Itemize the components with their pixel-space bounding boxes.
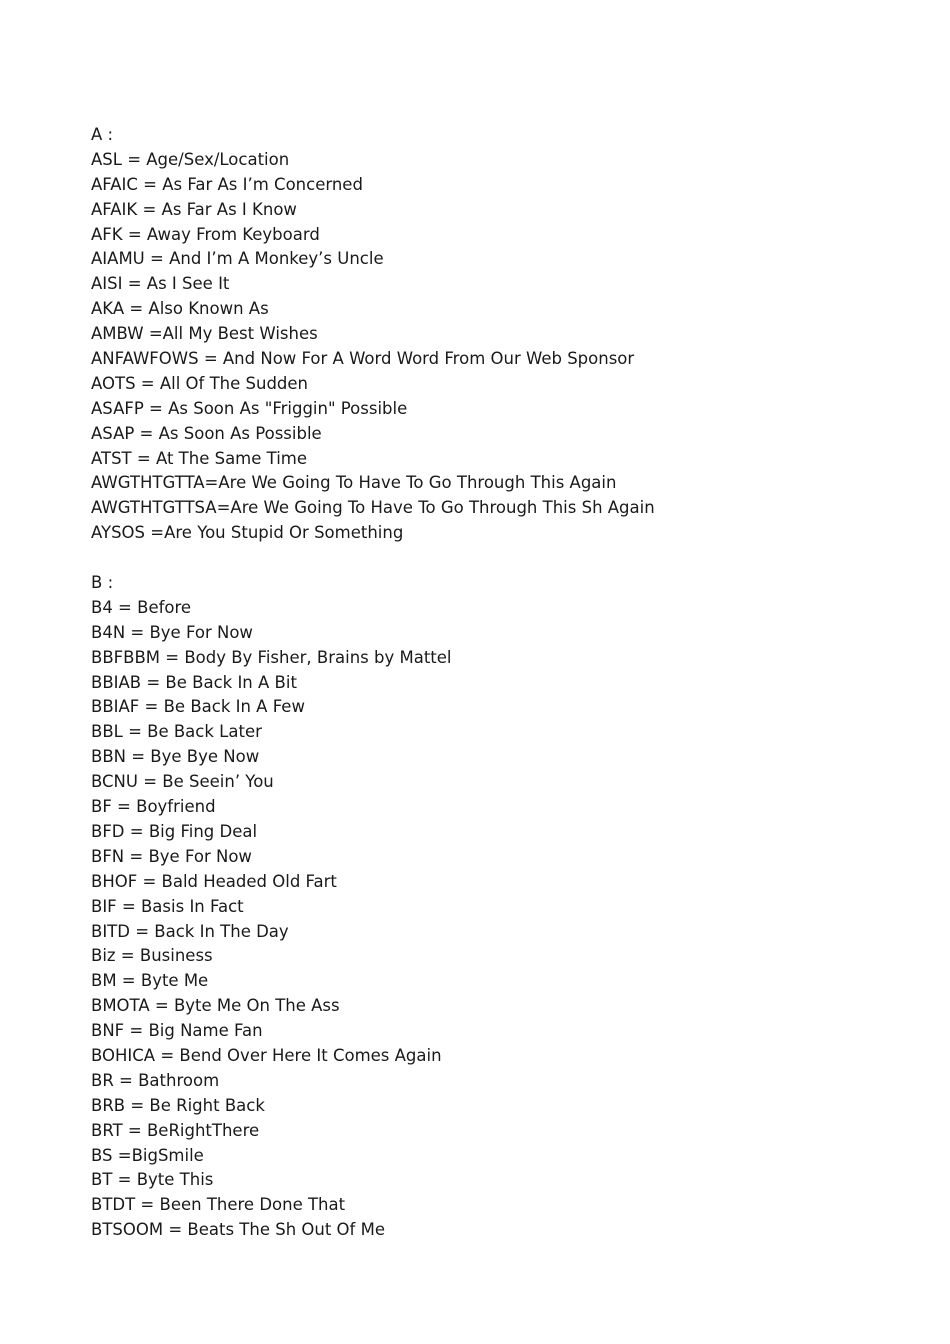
glossary-entry: BCNU = Be Seein’ You <box>91 772 274 792</box>
glossary-entry: BOHICA = Bend Over Here It Comes Again <box>91 1045 442 1065</box>
glossary-entry: BTSOOM = Beats The Sh Out Of Me <box>91 1220 385 1240</box>
glossary-entry: Biz = Business <box>91 946 213 966</box>
glossary-entry: BBIAF = Be Back In A Few <box>91 697 305 717</box>
glossary-entry: AWGTHTGTTSA=Are We Going To Have To Go Through This Sh Again <box>91 498 655 518</box>
glossary-entry: AWGTHTGTTA=Are We Going To Have To Go Through This Again <box>91 473 617 493</box>
glossary-entry: ASL = Age/Sex/Location <box>91 149 290 169</box>
glossary-entry: BMOTA = Byte Me On The Ass <box>91 996 340 1016</box>
glossary-entry: BITD = Back In The Day <box>91 921 289 941</box>
glossary-entry: AFK = Away From Keyboard <box>91 224 320 244</box>
glossary-entry: AKA = Also Known As <box>91 299 269 319</box>
glossary-entry: AMBW =All My Best Wishes <box>91 324 318 344</box>
glossary-entry: BNF = Big Name Fan <box>91 1021 263 1041</box>
glossary-entry: BFD = Big Fing Deal <box>91 821 258 841</box>
glossary-entry: BT = Byte This <box>91 1170 214 1190</box>
glossary-entry: BRB = Be Right Back <box>91 1095 265 1115</box>
glossary-entry: B4 = Before <box>91 597 192 617</box>
glossary-entry: AOTS = All Of The Sudden <box>91 373 309 393</box>
glossary-entry: BRT = BeRightThere <box>91 1120 260 1140</box>
glossary-entry: BBIAB = Be Back In A Bit <box>91 672 297 692</box>
glossary-entry: BIF = Basis In Fact <box>91 896 244 916</box>
glossary-entry: BS =BigSmile <box>91 1145 204 1165</box>
glossary-entry: AIAMU = And I’m A Monkey’s Uncle <box>91 249 384 269</box>
section-spacer <box>91 546 911 571</box>
glossary-entry: BF = Boyfriend <box>91 797 216 817</box>
glossary-entry: AFAIK = As Far As I Know <box>91 199 297 219</box>
glossary-entry: AYSOS =Are You Stupid Or Something <box>91 523 404 543</box>
glossary-entry: AISI = As I See It <box>91 274 230 294</box>
glossary-entry: ATST = At The Same Time <box>91 448 308 468</box>
glossary-entry: BHOF = Bald Headed Old Fart <box>91 871 337 891</box>
glossary-entry: B4N = Bye For Now <box>91 622 253 642</box>
glossary-entry: BBN = Bye Bye Now <box>91 747 260 767</box>
glossary-entry: BBFBBM = Body By Fisher, Brains by Mattel <box>91 647 452 667</box>
glossary-entry: BFN = Bye For Now <box>91 846 252 866</box>
glossary-entry: BTDT = Been There Done That <box>91 1195 346 1215</box>
glossary-entry: ANFAWFOWS = And Now For A Word Word From Our Web Sponsor <box>91 349 635 369</box>
document-page <box>91 123 911 1243</box>
glossary-entry: AFAIC = As Far As I’m Concerned <box>91 174 363 194</box>
glossary-entry: ASAP = As Soon As Possible <box>91 423 322 443</box>
glossary-entry: ASAFP = As Soon As "Friggin" Possible <box>91 398 408 418</box>
section-heading: B : <box>91 573 114 593</box>
section-heading: A : <box>91 125 114 144</box>
glossary-entry: BM = Byte Me <box>91 971 209 991</box>
glossary-entry: BR = Bathroom <box>91 1070 220 1090</box>
glossary-entry: BBL = Be Back Later <box>91 722 262 742</box>
